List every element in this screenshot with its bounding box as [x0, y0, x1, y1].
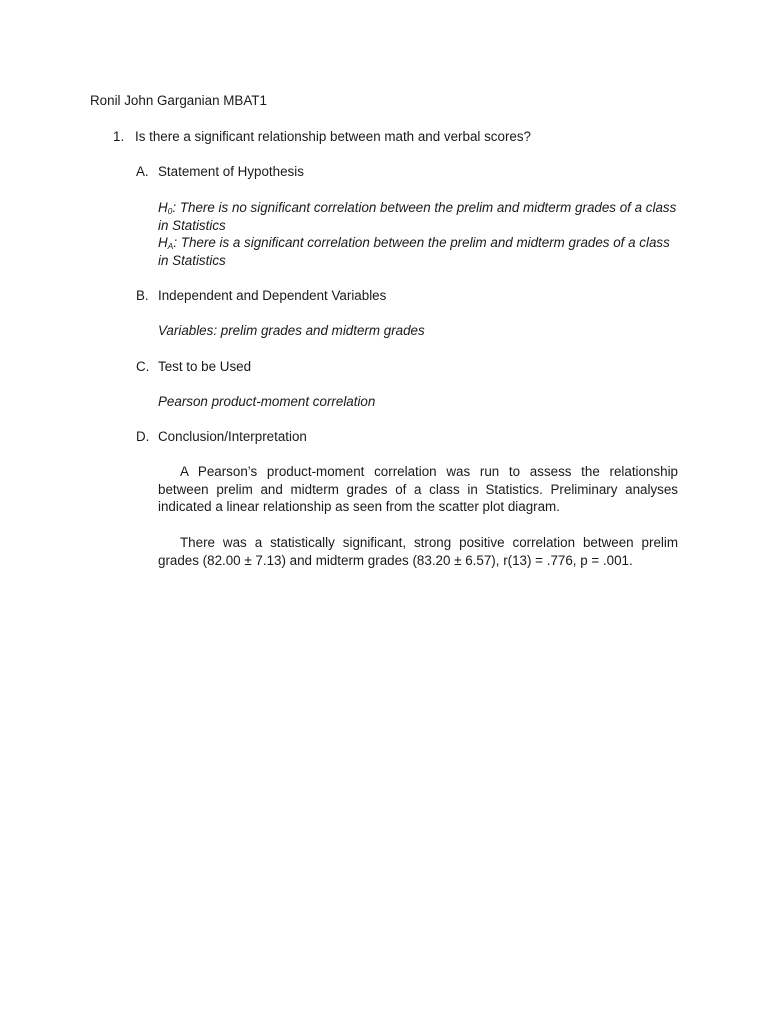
null-hypothesis	[158, 199, 678, 234]
test-used-text: Pearson product-moment correlation	[158, 394, 376, 409]
h0-text: : There is no significant correlation between the prelim and midterm grades of a class in Statistics	[158, 200, 677, 233]
ha-text: : There is a significant correlation between the prelim and midterm grades of a class in Statistics	[158, 235, 670, 268]
h0-subscript: 0	[167, 206, 173, 216]
question-text: Is there a significant relationship between math and verbal scores?	[135, 129, 531, 144]
conclusion-paragraph-2: There was a statistically significant, strong positive correlation between prelim grades (82.00 ± 7.13) and midterm grades (83.20 ± 6.57), r(13) = .776, p = .001.	[158, 535, 678, 568]
section-c-title: Test to be Used	[158, 359, 252, 374]
section-b-letter: B.	[136, 288, 149, 303]
hypothesis-block	[158, 199, 678, 269]
variables-text: Variables: prelim grades and midterm grades	[158, 323, 425, 338]
section-b-title: Independent and Dependent Variables	[158, 288, 387, 303]
section-a-letter: A.	[136, 164, 149, 179]
section-c-letter: C.	[136, 359, 150, 374]
h0-symbol: H	[158, 200, 168, 215]
question-number: 1.	[113, 129, 125, 144]
author-line: Ronil John Garganian MBAT1	[90, 93, 267, 108]
section-d-title: Conclusion/Interpretation	[158, 429, 307, 444]
ha-subscript: A	[167, 241, 174, 252]
conclusion-paragraph-1: A Pearson’s product-moment correlation was run to assess the relationship between prelim and midterm grades of a class in Statistics. Preliminary analyses indicated a linear relationship as seen from the scatter plot diagram.	[158, 464, 678, 515]
ha-symbol: H	[158, 235, 168, 251]
section-d-letter: D.	[136, 429, 150, 444]
section-a-title: Statement of Hypothesis	[158, 164, 304, 179]
alternative-hypothesis	[158, 234, 678, 269]
